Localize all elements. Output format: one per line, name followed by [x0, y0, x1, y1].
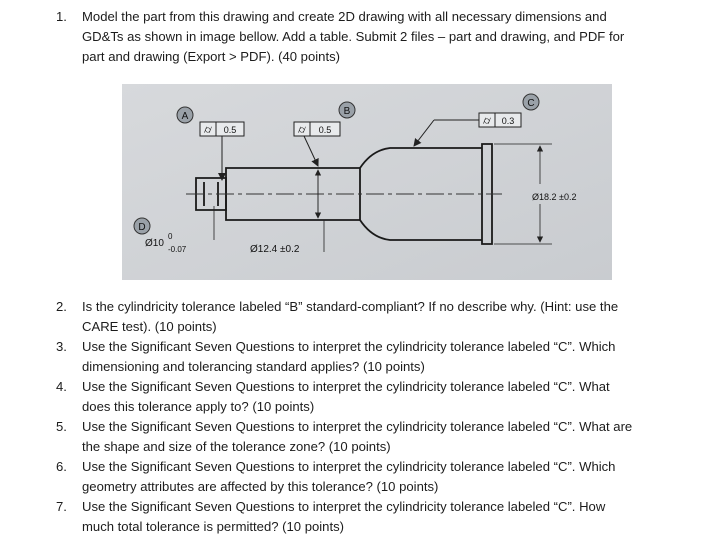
dim-small-upper: 0	[168, 232, 173, 241]
balloon-d	[134, 218, 150, 234]
question-line: GD&Ts as shown in image bellow. Add a table. Submit 2 files – part and drawing, and PDF for	[82, 29, 625, 44]
cylindricity-symbol: ⌭	[483, 115, 491, 127]
question-line: Use the Significant Seven Questions to interpret the cylindricity tolerance labeled “C”. What	[82, 379, 610, 394]
balloon-c-label: C	[527, 98, 535, 109]
dim-large-label: Ø18.2 ±0.2	[532, 192, 577, 202]
question-line: much total tolerance is permitted? (10 points)	[82, 519, 345, 534]
balloon-b-label: B	[343, 106, 351, 117]
cylindricity-symbol: ⌭	[298, 124, 306, 136]
fcf-b-value: 0.5	[318, 125, 332, 135]
dim-mid-label: Ø12.4 ±0.2	[250, 244, 300, 255]
question-number: 5.	[56, 419, 67, 434]
question-text	[82, 377, 682, 417]
question-text	[82, 337, 682, 377]
question-number: 6.	[56, 459, 67, 474]
question-text	[82, 417, 682, 457]
question-number: 3.	[56, 339, 67, 354]
balloon-d-label: D	[138, 222, 146, 233]
part-drawing	[122, 84, 612, 280]
question-line: Use the Significant Seven Questions to interpret the cylindricity tolerance labeled “C”. Which	[82, 339, 616, 354]
question-line: part and drawing (Export > PDF). (40 points)	[82, 49, 340, 64]
balloon-c	[523, 94, 539, 110]
question-text	[82, 297, 682, 337]
question-line: the shape and size of the tolerance zone? (10 points)	[82, 439, 391, 454]
question-line: Use the Significant Seven Questions to interpret the cylindricity tolerance labeled “C”. What are	[82, 419, 633, 434]
question-line: Use the Significant Seven Questions to interpret the cylindricity tolerance labeled “C”. Which	[82, 459, 616, 474]
question-line: geometry attributes are affected by this tolerance? (10 points)	[82, 479, 439, 494]
balloon-b	[339, 102, 355, 118]
question-text	[82, 457, 682, 497]
balloon-a-label: A	[181, 111, 189, 122]
question-line: Model the part from this drawing and create 2D drawing with all necessary dimensions and	[82, 9, 607, 24]
dim-small-base: Ø10	[145, 238, 164, 249]
question-number: 7.	[56, 499, 67, 514]
question-line: dimensioning and tolerancing standard applies? (10 points)	[82, 359, 425, 374]
fcf-c-value: 0.3	[501, 116, 515, 126]
question-line: Is the cylindricity tolerance labeled “B” standard-compliant? If no describe why. (Hint: use the	[82, 299, 619, 314]
question-text	[82, 497, 682, 537]
dim-small-lower: -0.07	[168, 245, 187, 254]
balloon-a	[177, 107, 193, 123]
fcf-a-value: 0.5	[223, 125, 237, 135]
cylindricity-symbol: ⌭	[204, 124, 212, 136]
question-line: CARE test). (10 points)	[82, 319, 217, 334]
question-number: 4.	[56, 379, 67, 394]
question-number: 1.	[56, 9, 67, 24]
question-text	[82, 7, 682, 67]
question-number: 2.	[56, 299, 67, 314]
question-line: does this tolerance apply to? (10 points)	[82, 399, 315, 414]
question-line: Use the Significant Seven Questions to interpret the cylindricity tolerance labeled “C”. How	[82, 499, 606, 514]
